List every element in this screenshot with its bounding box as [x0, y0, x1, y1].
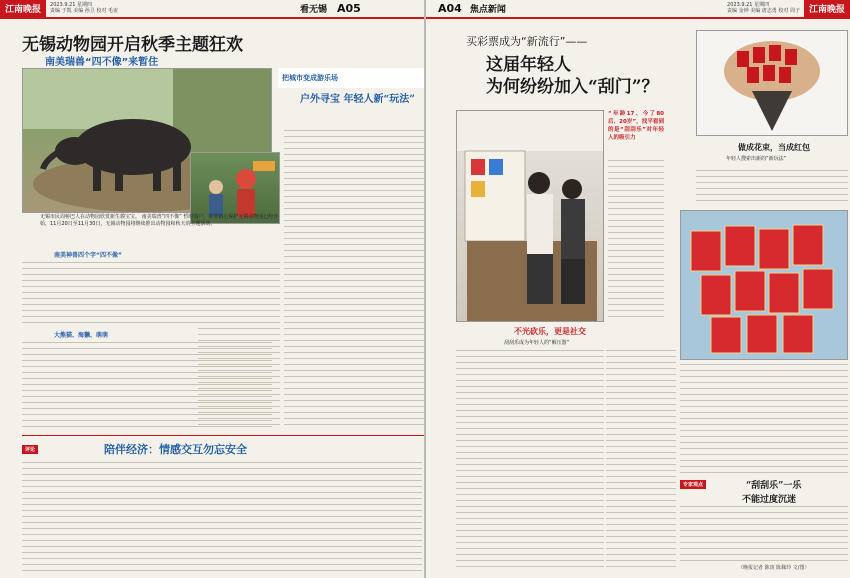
- article-body-3: [198, 262, 280, 430]
- pull-quote-body: [608, 160, 664, 320]
- article-column-2: [606, 350, 676, 572]
- page-number: A05: [337, 1, 361, 15]
- right-masthead-rule: [426, 17, 850, 19]
- main-subhead: 南美瑞兽“四不像”来暂住: [45, 57, 159, 68]
- right-masthead-staff: 责编 金钟 美编 唐志勇 校对 周子: [727, 8, 800, 14]
- masthead-staff: 责编 于凯 美编 孙卫 校对 毛宙: [50, 8, 118, 14]
- photo-caption-sub: 刮刮乐成为年轻人的“解压器”: [504, 340, 570, 346]
- newspaper-logo: 江南晚报: [0, 0, 46, 17]
- lottery-shop-photo: [456, 110, 604, 322]
- block-head-2: 大熊猫、海獭、萌萌: [54, 332, 109, 339]
- commentary-title-line-1: “刮刮乐”一乐: [746, 481, 802, 491]
- masthead-rule: [0, 17, 424, 19]
- bouquet-photo: [696, 30, 848, 136]
- event-illustration: [191, 153, 279, 223]
- section-name: 看无锡: [300, 4, 328, 15]
- comment-divider: [22, 435, 424, 436]
- main-headline: 无锡动物园开启秋季主题狂欢: [22, 35, 243, 55]
- left-section-label: [300, 0, 424, 16]
- masthead-info: [46, 2, 122, 14]
- comment-tag: 评论: [22, 445, 38, 454]
- right-masthead-date: 2023.9.21 星期四: [727, 2, 770, 8]
- photo-caption-title: 不光砍乐，更是社交: [514, 326, 586, 336]
- pull-quote: “年龄17、今了80后、20岁”，找平看到的是“刮刮乐”对年轻人的吸引力: [608, 111, 664, 141]
- bouquet-illustration: [697, 31, 847, 135]
- right-masthead-info: [723, 2, 804, 14]
- right-section-name: 焦点新闻: [469, 4, 506, 15]
- feature-kicker-box: [278, 68, 424, 88]
- right-newspaper-page: [426, 0, 850, 578]
- block-head-1: 南美神兽四个字“四不像”: [54, 252, 122, 259]
- right-section-label: [438, 0, 558, 16]
- masthead-date: 2023.9.21 星期四: [50, 2, 93, 8]
- commentary-body-text: [680, 506, 848, 562]
- headline-line-1: 这届年轻人: [486, 55, 571, 75]
- side-article-text: [696, 170, 848, 206]
- side-caption-title: 做成花束，当成红包: [738, 142, 810, 152]
- feature-kicker: 把城市变成游乐场: [282, 74, 338, 82]
- commentary-title-line-2: 不能过度沉迷: [742, 495, 797, 505]
- comment-title: 陪伴经济：情感交互勿忘安全: [104, 443, 247, 456]
- right-newspaper-logo: 江南晚报: [804, 0, 850, 17]
- side-caption-sub: 年轻人搜索出新的“新玩法”: [726, 156, 787, 162]
- feature-body-text: [284, 130, 424, 430]
- right-page-number: A04: [438, 1, 462, 15]
- feature-title: 户外寻宝 年轻人新“玩法”: [300, 94, 415, 105]
- left-masthead: [0, 0, 130, 16]
- right-article-column-3: [680, 364, 848, 474]
- photo-caption: 无锡市民周桥巴人在动物园欣赏新生貘宝宝。 南美瑞兽“四不像” 暂时落户，需要精心保护无锡动物园已经开始，11月20日至11月30日，无锡动物园将继续推出动物园和秋天的主题活动。: [40, 214, 279, 227]
- lottery-tickets-photo: [680, 210, 848, 360]
- commentary-byline: （晚报记者 陈寅 陈佩玲 文/图）: [738, 565, 810, 571]
- commentary-tag: 专家观点: [680, 480, 706, 489]
- comment-body-text: [22, 462, 422, 574]
- right-masthead: [646, 0, 850, 16]
- lottery-tickets-illustration: [681, 211, 847, 359]
- left-newspaper-page: [0, 0, 424, 578]
- headline-kicker: 买彩票成为“新流行”——: [466, 35, 588, 48]
- headline-line-2: 为何纷纷加入“刮门”？: [486, 77, 659, 97]
- article-column-1: [456, 350, 604, 572]
- lottery-shop-illustration: [457, 111, 603, 321]
